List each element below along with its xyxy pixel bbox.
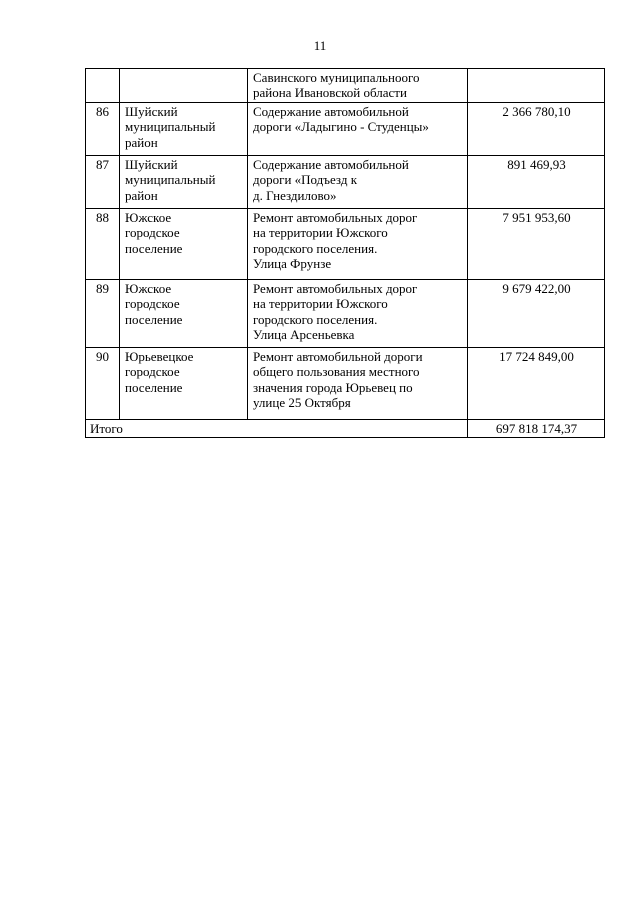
- table-row: [86, 348, 605, 420]
- amount-cell: 17 724 849,00: [468, 348, 605, 420]
- total-label: Итого: [86, 420, 468, 438]
- row-number-cell: 89: [86, 280, 120, 348]
- row-number-cell: 86: [86, 103, 120, 156]
- municipality-cell: Южское городское поселение: [120, 209, 248, 280]
- municipality-cell: [120, 69, 248, 103]
- amount-cell: [468, 69, 605, 103]
- description-cell: Савинского муниципальноого района Ивановской области: [248, 69, 468, 103]
- row-number-cell: 88: [86, 209, 120, 280]
- amount-cell: 891 469,93: [468, 156, 605, 209]
- description-cell: Содержание автомобильной дороги «Ладыгино - Студенцы»: [248, 103, 468, 156]
- table-row: [86, 209, 605, 280]
- municipality-cell: Шуйский муниципальный район: [120, 156, 248, 209]
- total-amount: 697 818 174,37: [468, 420, 605, 438]
- municipality-cell: Южское городское поселение: [120, 280, 248, 348]
- description-cell: Ремонт автомобильных дорог на территории Южского городского поселения. Улица Фрунзе: [248, 209, 468, 280]
- description-cell: Ремонт автомобильной дороги общего пользования местного значения города Юрьевец по улице 25 Октября: [248, 348, 468, 420]
- table-row: [86, 156, 605, 209]
- municipality-cell: Шуйский муниципальный район: [120, 103, 248, 156]
- amount-cell: 9 679 422,00: [468, 280, 605, 348]
- municipality-cell: Юрьевецкое городское поселение: [120, 348, 248, 420]
- page-number: 11: [313, 38, 327, 53]
- amount-cell: 2 366 780,10: [468, 103, 605, 156]
- table-row-continuation: [86, 69, 605, 103]
- row-number-cell: 87: [86, 156, 120, 209]
- amount-cell: 7 951 953,60: [468, 209, 605, 280]
- table-row: [86, 103, 605, 156]
- table-row: [86, 280, 605, 348]
- description-cell: Содержание автомобильной дороги «Подъезд к д. Гнездилово»: [248, 156, 468, 209]
- description-cell: Ремонт автомобильных дорог на территории Южского городского поселения. Улица Арсеньевка: [248, 280, 468, 348]
- funding-table: [85, 68, 605, 438]
- row-number-cell: [86, 69, 120, 103]
- total-row: [86, 420, 605, 438]
- row-number-cell: 90: [86, 348, 120, 420]
